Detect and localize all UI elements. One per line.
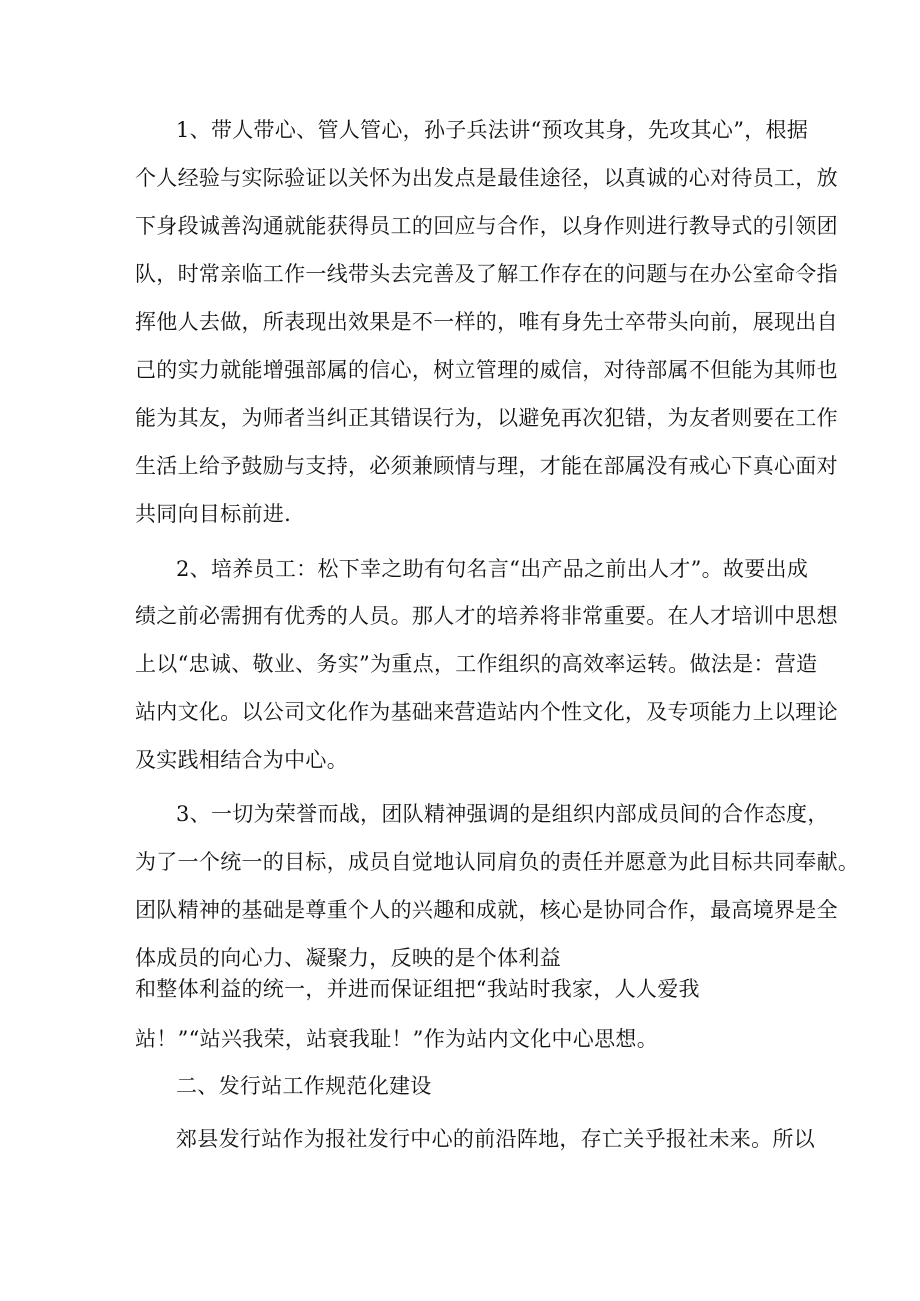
paragraph-1-line-6: 己的实力就能增强部属的信心，树立管理的威信，对待部属不但能为其师也 [135, 358, 838, 382]
paragraph-1-line-1: 1、带人带心、管人管心，孙子兵法讲“预攻其身，先攻其心”，根据 [176, 118, 809, 142]
paragraph-2-line-5: 及实践相结合为中心。 [135, 748, 348, 772]
paragraph-1-line-2: 个人经验与实际验证以关怀为出发点是最佳途径，以真诚的心对待员工，放 [135, 166, 838, 190]
paragraph-3-line-3: 团队精神的基础是尊重个人的兴趣和成就，核心是协同合作，最高境界是全 [135, 898, 838, 922]
paragraph-1-line-5: 挥他人去做，所表现出效果是不一样的，唯有身先士卒带头向前，展现出自 [135, 310, 838, 334]
paragraph-3-line-6: 站！”“站兴我荣，站衰我耻！”作为站内文化中心思想。 [135, 1027, 659, 1051]
paragraph-3-line-1: 3、一切为荣誉而战，团队精神强调的是组织内部成员间的合作态度， [176, 802, 829, 826]
paragraph-2-line-1: 2、培养员工：松下幸之助有句名言“出产品之前出人才”。故要出成 [176, 557, 809, 581]
paragraph-1-line-9: 共同向目标前进. [135, 502, 292, 526]
paragraph-2-line-4: 站内文化。以公司文化作为基础来营造站内个性文化，及专项能力上以理论 [135, 700, 838, 724]
paragraph-1-line-7: 能为其友，为师者当纠正其错误行为，以避免再次犯错，为友者则要在工作 [135, 406, 838, 430]
paragraph-1-line-8: 生活上给予鼓励与支持，必须兼顾情与理，才能在部属没有戒心下真心面对 [135, 454, 838, 478]
paragraph-1-line-4: 队，时常亲临工作一线带头去完善及了解工作存在的问题与在办公室命令指 [135, 262, 838, 286]
paragraph-1-line-3: 下身段诚善沟通就能获得员工的回应与合作，以身作则进行教导式的引领团 [135, 214, 838, 238]
paragraph-2-line-2: 绩之前必需拥有优秀的人员。那人才的培养将非常重要。在人才培训中思想 [135, 604, 838, 628]
paragraph-3-line-4: 体成员的向心力、凝聚力，反映的是个体利益 [135, 946, 561, 970]
paragraph-3-line-2: 为了一个统一的目标，成员自觉地认同肩负的责任并愿意为此目标共同奉献。 [135, 850, 860, 874]
paragraph-3-line-5: 和整体利益的统一，并进而保证组把“我站时我家，人人爱我 [135, 977, 700, 1001]
paragraph-4-line-1: 郊县发行站作为报社发行中心的前沿阵地，存亡关乎报社未来。所以 [176, 1127, 815, 1151]
paragraph-2-line-3: 上以“忠诚、敬业、务实”为重点，工作组织的高效率运转。做法是：营造 [135, 652, 818, 676]
section-heading: 二、发行站工作规范化建设 [176, 1074, 432, 1098]
